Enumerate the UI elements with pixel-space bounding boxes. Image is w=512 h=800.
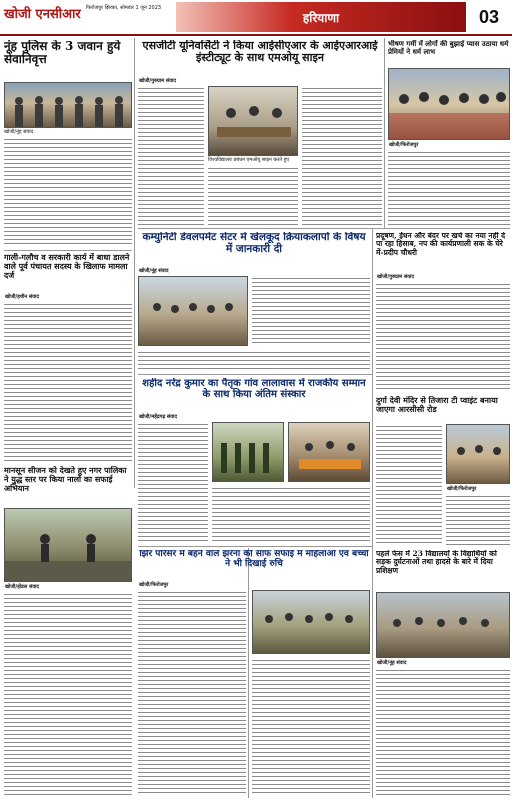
story-divider <box>138 374 372 375</box>
story-headline: शहीद नरेंद्र कुमार का पैतृक गांव लालावास में राजकीय सम्मान के साथ किया अंतिम संस्कार <box>142 378 366 400</box>
paper-name: खोजी एनसीआर <box>4 7 81 22</box>
story-headline: प्रदूषण, ईंधन और बंदर पर खर्च का नया नहीं दे पा रहा हिसाब, नप की कार्यप्रणाली सक के घेरे में-प्रदीप चौधरी <box>376 232 506 257</box>
story-divider <box>138 546 372 547</box>
story-body <box>4 137 132 247</box>
drain-cleaning-photo-icon <box>5 509 132 582</box>
news-photo <box>138 276 248 346</box>
byline: खोजी/गुरुग्राम संवाद <box>377 274 414 280</box>
masthead-rule <box>0 34 512 36</box>
story-divider <box>138 228 510 229</box>
crowd-photo-icon <box>389 69 510 140</box>
section-title: हरियाणा <box>302 10 340 25</box>
story-headline: एसजीटी यूनिवर्सिटी ने किया आईसीएआर के आईएआरआई इंस्टीट्यूट के साथ एमओयू साइन <box>142 40 378 65</box>
mou-signing-photo-icon <box>209 87 298 156</box>
story-body <box>376 282 510 392</box>
story-body <box>4 592 132 796</box>
column-divider <box>372 228 373 798</box>
story-body <box>446 494 510 546</box>
story-body <box>252 276 370 346</box>
column-divider <box>248 548 249 798</box>
byline: खोजी/महेंद्रगढ़ संवाद <box>139 414 177 420</box>
byline: खोजी/नूंह संवाद <box>377 660 407 666</box>
page-number: 03 <box>466 0 512 34</box>
story-body <box>138 86 204 226</box>
story-body <box>376 424 442 546</box>
story-body <box>4 302 132 462</box>
news-photo <box>4 508 132 582</box>
column-divider <box>384 38 385 228</box>
photo-caption: खोजी/नूंह संवाद <box>4 129 132 135</box>
story-headline: भीषण गर्मी में लोगों की बुझाई प्यास उठाया धर्म प्रेमियों ने धर्म लाभ <box>388 40 509 56</box>
story-body <box>302 86 382 226</box>
road-inauguration-photo-icon <box>447 425 510 484</box>
students-photo-icon <box>139 277 248 346</box>
news-photo <box>388 68 510 140</box>
story-headline: कम्युनिटी डेवलपमेंट सेंटर में खेलकूद क्रियाकलापों के विषय में जानकारी दी <box>142 232 366 255</box>
news-photo <box>252 590 370 654</box>
byline: खोजी/हथीन संवाद <box>5 294 39 300</box>
story-body <box>138 590 246 796</box>
story-headline: गाली-गलौच व सरकारी कार्य में बाधा डालने वाले पूर्व पंचायत सदस्य के खिलाफ मामला दर्ज <box>4 253 130 280</box>
byline: खोजी/फिरोजपुर <box>139 582 169 588</box>
masthead <box>0 0 512 34</box>
news-photo <box>4 82 132 128</box>
newspaper-logo <box>0 0 86 34</box>
story-headline: पहले फेस में 23 विद्यालयों के विद्यार्थियों को सड़क दुर्घटनाओं तथा हादसे के बारे में दिया प्रशिक्षण <box>376 550 497 575</box>
byline: खोजी/होडल संवाद <box>5 584 40 590</box>
byline: खोजी/नूंह संवाद <box>139 268 169 274</box>
edition-line: फिरोजपुर झिरका, सोमवार 1 जून 2023 <box>86 5 162 11</box>
story-headline: झिर परिसर में बहने वाले झरना की साफ सफाई में महिलाओं एवं बच्चों ने भी दिखाई रुचि <box>139 550 369 569</box>
story-body <box>388 150 510 226</box>
news-photo <box>212 422 284 482</box>
photo-caption: विश्वविद्यालय प्रबंधन एमओयू साइन करते हुए <box>208 157 298 163</box>
news-photo <box>208 86 298 156</box>
column-divider <box>134 38 135 488</box>
story-body <box>208 166 298 226</box>
byline: खोजी/गुरुग्राम संवाद <box>139 78 176 84</box>
story-body <box>212 486 370 544</box>
students-training-photo-icon <box>377 593 510 658</box>
news-photo <box>288 422 370 482</box>
police-group-photo-icon <box>5 83 132 128</box>
guard-of-honour-photo-icon <box>213 423 284 482</box>
story-headline: दुर्गा देवी मंदिर से तिजारा टी प्वाइंट बनाया जाएगा आरसीसी रोड <box>376 396 498 414</box>
byline: खोजी/फिरोजपुर <box>389 142 419 148</box>
story-body <box>138 350 370 372</box>
news-photo <box>376 592 510 658</box>
section-band <box>176 2 466 32</box>
volunteers-photo-icon <box>253 591 370 654</box>
news-photo <box>446 424 510 484</box>
story-body <box>138 422 208 544</box>
story-headline: मानसून सीजन को देखते हुए नगर पालिका ने युद्ध स्तर पर किया नालों का सफाई अभियान <box>4 466 127 493</box>
byline: खोजी/फिरोजपुर <box>447 486 477 492</box>
story-body <box>376 668 510 796</box>
funeral-photo-icon <box>289 423 370 482</box>
edition-info <box>86 0 176 34</box>
story-body <box>252 658 370 796</box>
story-divider <box>4 250 132 251</box>
story-headline: नूंह पुलिस के 3 जवान हुये सेवानिवृत्त <box>4 40 121 67</box>
